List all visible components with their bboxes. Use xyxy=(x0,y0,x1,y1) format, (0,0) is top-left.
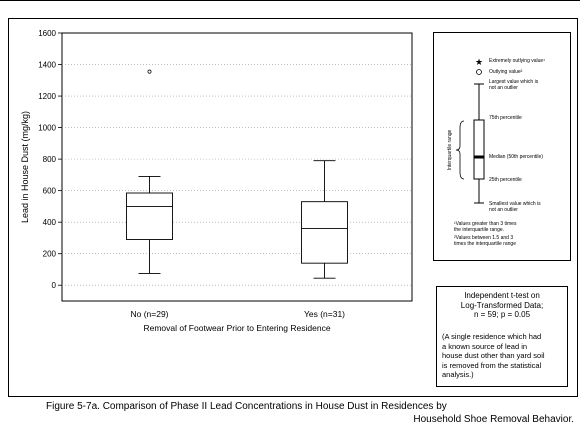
y-tick-label: 400 xyxy=(42,218,56,228)
legend-footnote-1: ¹Values greater than 3 times the interquartile range. xyxy=(454,221,517,233)
box-group xyxy=(127,70,173,273)
figure-caption xyxy=(0,401,578,426)
iqr-brace xyxy=(456,121,464,179)
legend-p25-label: 25th percentile xyxy=(489,177,522,183)
iqr-label: Interquartile range xyxy=(447,129,453,171)
y-tick-label: 200 xyxy=(42,249,56,259)
legend-footnote-2: ²Values between 1.5 and 3 times the interquartile range xyxy=(454,235,516,247)
y-tick-label: 1600 xyxy=(38,29,56,38)
legend-largest-label: Largest value which is not an outlier xyxy=(489,79,539,91)
legend-box-body xyxy=(474,120,484,179)
y-axis-label: Lead in House Dust (mg/kg) xyxy=(20,110,30,224)
legend-box xyxy=(433,32,571,261)
x-category-label: No (n=29) xyxy=(130,309,169,319)
extreme-star-icon: ★ xyxy=(474,58,484,68)
ttest-box xyxy=(436,286,568,387)
legend-smallest-label: Smallest value which is not an outlier xyxy=(489,201,541,213)
legend-outlier-label: Outlying value² xyxy=(489,69,523,75)
box-group xyxy=(302,161,348,278)
y-tick-label: 1000 xyxy=(38,123,56,133)
plot-area xyxy=(62,33,412,301)
box-iqr xyxy=(127,193,173,240)
caption-line-2: Household Shoe Removal Behavior. xyxy=(413,413,574,425)
ttest-heading: Independent t-test on Log-Transformed Data; n = 59; p = 0.05 xyxy=(460,291,544,319)
legend-median-label: Median (50th percentile) xyxy=(489,154,543,160)
x-axis-label: Removal of Footwear Prior to Entering Residence xyxy=(143,323,331,333)
ttest-note: (A single residence which had a known source of lead in house dust other than yard soil is removed from the statistical analysis.) xyxy=(442,332,545,379)
box-iqr xyxy=(302,202,348,263)
outlier-circle-icon xyxy=(477,70,482,75)
outlier-point xyxy=(148,70,151,73)
y-tick-label: 0 xyxy=(51,281,56,291)
y-tick-label: 800 xyxy=(42,155,56,165)
x-category-label: Yes (n=31) xyxy=(303,309,346,319)
caption-line-1: Figure 5-7a. Comparison of Phase II Lead Concentrations in House Dust in Residences by xyxy=(46,401,447,412)
y-tick-label: 1400 xyxy=(38,60,56,70)
legend-extreme-label: Extremely outlying value¹ xyxy=(489,58,545,64)
legend-p75-label: 75th percentile xyxy=(489,115,522,121)
y-tick-label: 600 xyxy=(42,186,56,196)
y-tick-label: 1200 xyxy=(38,92,56,102)
